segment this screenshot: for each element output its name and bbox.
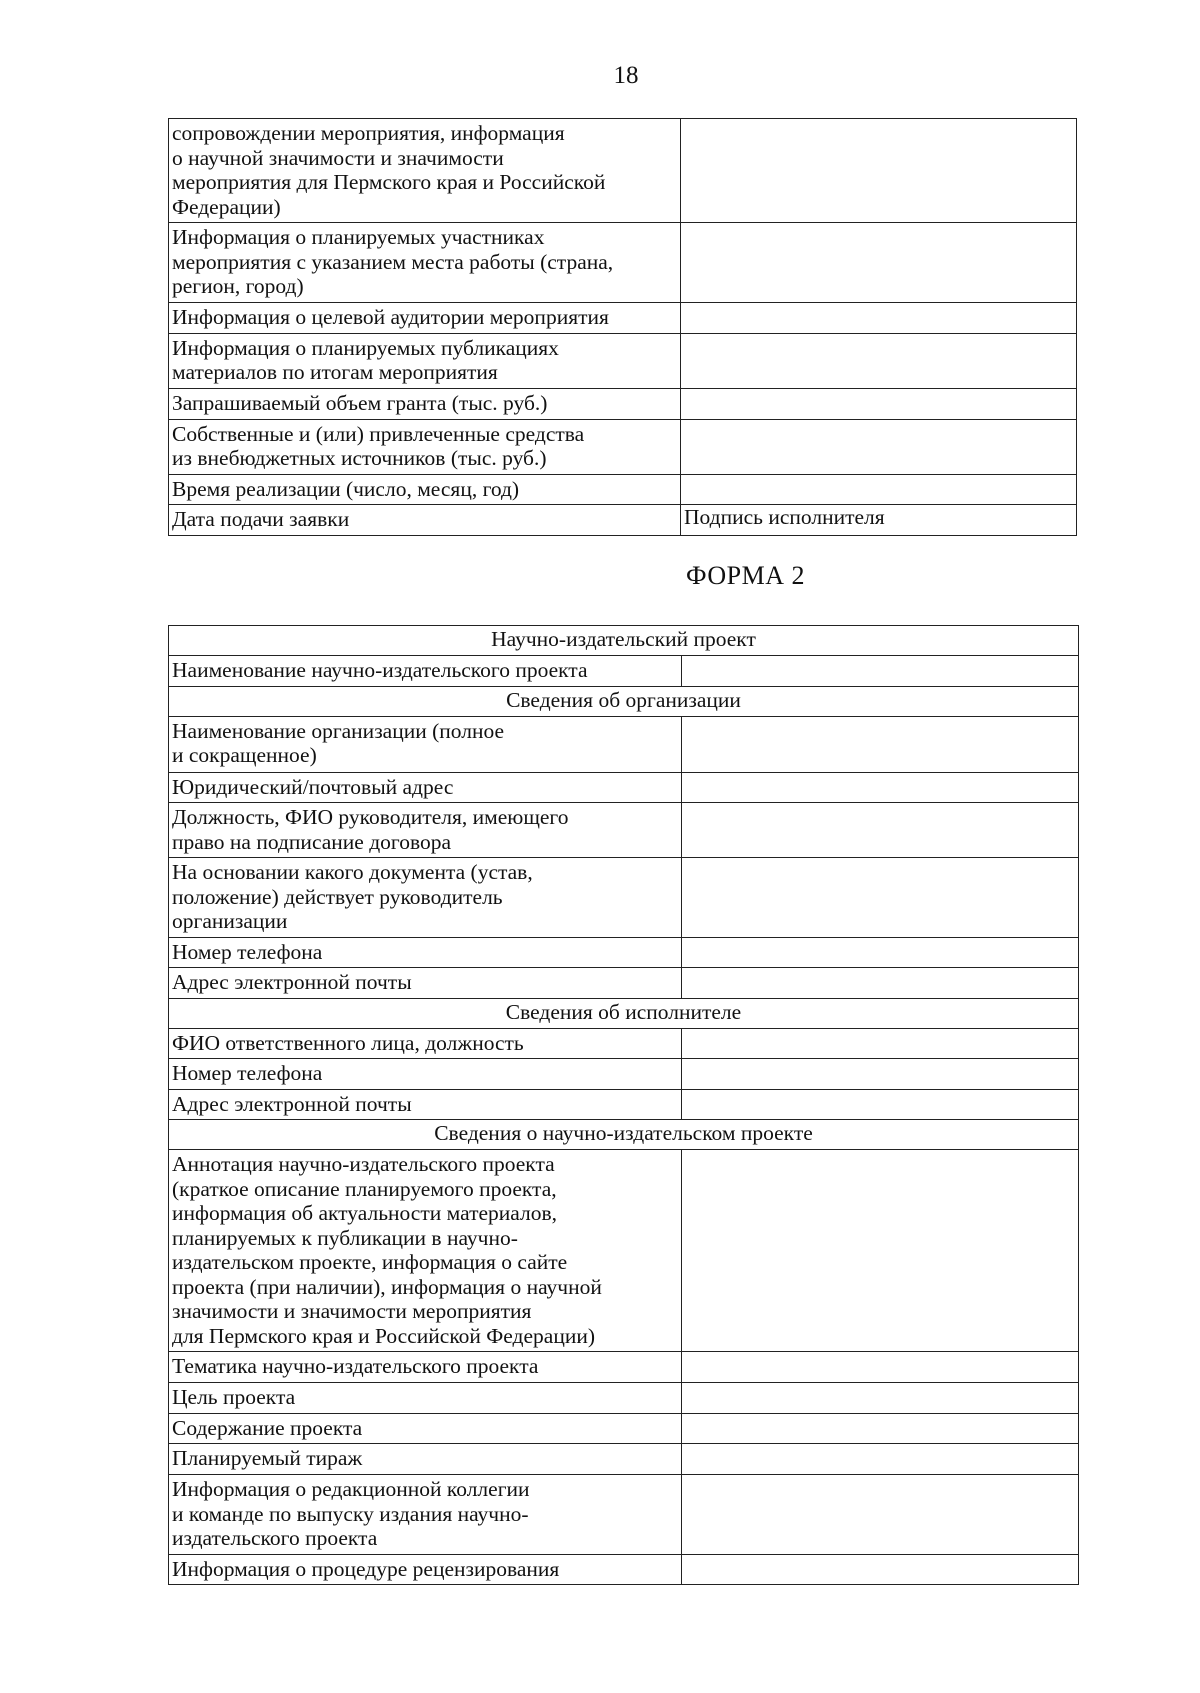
application-form-table-continued: [168, 118, 1077, 536]
table-title: Научно-издательский проект: [169, 626, 1079, 656]
value-cell[interactable]: [682, 1444, 1079, 1475]
value-cell[interactable]: [682, 1475, 1079, 1555]
row-label: Юридический/почтовый адрес: [169, 772, 682, 803]
table-row: [169, 1089, 1079, 1120]
section-header-row: [169, 998, 1079, 1028]
row-label: Должность, ФИО руководителя, имеющего право на подписание договора: [169, 803, 682, 858]
row-label: Тематика научно-издательского проекта: [169, 1352, 682, 1383]
value-cell[interactable]: [682, 937, 1079, 968]
row-label: Информация о планируемых публикациях материалов по итогам мероприятия: [169, 333, 681, 388]
value-cell[interactable]: [682, 1150, 1079, 1352]
table-row: [169, 1413, 1079, 1444]
table-row: [169, 1382, 1079, 1413]
table-row: [169, 119, 1077, 223]
form-heading: ФОРМА 2: [686, 561, 805, 590]
row-label: Цель проекта: [169, 1382, 682, 1413]
table-row: [169, 656, 1079, 687]
table-row: [169, 772, 1079, 803]
table-row: [169, 302, 1077, 333]
value-cell[interactable]: [682, 858, 1079, 938]
table-row: [169, 388, 1077, 419]
value-cell[interactable]: [681, 302, 1077, 333]
signature-cell: Подпись исполнителя: [681, 505, 1077, 536]
section-header-project: Сведения о научно-издательском проекте: [169, 1120, 1079, 1150]
table-row: [169, 1150, 1079, 1352]
row-label: Информация о процедуре рецензирования: [169, 1554, 682, 1585]
value-cell[interactable]: [681, 223, 1077, 303]
row-label: Адрес электронной почты: [169, 1089, 682, 1120]
value-cell[interactable]: [682, 772, 1079, 803]
value-cell[interactable]: [681, 388, 1077, 419]
row-label: Номер телефона: [169, 1059, 682, 1090]
value-cell[interactable]: [682, 1059, 1079, 1090]
row-label: Аннотация научно-издательского проекта (краткое описание планируемого проекта, информация об актуальности материалов, планируемых к публикации в научно- издательском проекте, информация о сайте проекта (при наличии), информация о научной значимости и значимости мероприятия для Пермского края и Российской Федерации): [169, 1150, 682, 1352]
table-row: [169, 716, 1079, 772]
value-cell[interactable]: [682, 1382, 1079, 1413]
table-title-row: [169, 626, 1079, 656]
table-row: [169, 1554, 1079, 1585]
row-label: Наименование научно-издательского проекта: [169, 656, 682, 687]
value-cell[interactable]: [682, 1554, 1079, 1585]
table-row: [169, 419, 1077, 474]
section-header-row: [169, 686, 1079, 716]
row-label: Информация о редакционной коллегии и команде по выпуску издания научно- издательского проекта: [169, 1475, 682, 1555]
row-label: Содержание проекта: [169, 1413, 682, 1444]
row-label: ФИО ответственного лица, должность: [169, 1028, 682, 1059]
table-row: [169, 1444, 1079, 1475]
value-cell[interactable]: [681, 119, 1077, 223]
table-row: [169, 858, 1079, 938]
table-row: [169, 1352, 1079, 1383]
section-header-executor: Сведения об исполнителе: [169, 998, 1079, 1028]
row-label: Адрес электронной почты: [169, 968, 682, 999]
table-row: [169, 333, 1077, 388]
section-header-row: [169, 1120, 1079, 1150]
table-row: [169, 803, 1079, 858]
value-cell[interactable]: [682, 803, 1079, 858]
row-label: Дата подачи заявки: [169, 505, 681, 536]
table-row: [169, 968, 1079, 999]
row-label: Информация о планируемых участниках мероприятия с указанием места работы (страна, регион, город): [169, 223, 681, 303]
row-label: сопровождении мероприятия, информация о научной значимости и значимости мероприятия для Пермского края и Российской Федерации): [169, 119, 681, 223]
value-cell[interactable]: [682, 656, 1079, 687]
row-label: Информация о целевой аудитории мероприятия: [169, 302, 681, 333]
scientific-publishing-project-form: [168, 625, 1079, 1585]
value-cell[interactable]: [682, 1089, 1079, 1120]
row-label: На основании какого документа (устав, положение) действует руководитель организации: [169, 858, 682, 938]
value-cell[interactable]: [681, 419, 1077, 474]
row-label: Номер телефона: [169, 937, 682, 968]
value-cell[interactable]: [681, 333, 1077, 388]
value-cell[interactable]: [682, 968, 1079, 999]
value-cell[interactable]: [682, 1352, 1079, 1383]
table-row: [169, 1059, 1079, 1090]
section-header-organization: Сведения об организации: [169, 686, 1079, 716]
row-label: Собственные и (или) привлеченные средства из внебюджетных источников (тыс. руб.): [169, 419, 681, 474]
table-row: [169, 937, 1079, 968]
row-label: Запрашиваемый объем гранта (тыс. руб.): [169, 388, 681, 419]
row-label: Наименование организации (полное и сокращенное): [169, 716, 682, 772]
row-label: Планируемый тираж: [169, 1444, 682, 1475]
table-row: [169, 505, 1077, 536]
page-number: 18: [613, 62, 639, 89]
table-row: [169, 474, 1077, 505]
value-cell[interactable]: [682, 716, 1079, 772]
value-cell[interactable]: [682, 1413, 1079, 1444]
value-cell[interactable]: [682, 1028, 1079, 1059]
value-cell[interactable]: [681, 474, 1077, 505]
table-row: [169, 223, 1077, 303]
table-row: [169, 1028, 1079, 1059]
row-label: Время реализации (число, месяц, год): [169, 474, 681, 505]
table-row: [169, 1475, 1079, 1555]
